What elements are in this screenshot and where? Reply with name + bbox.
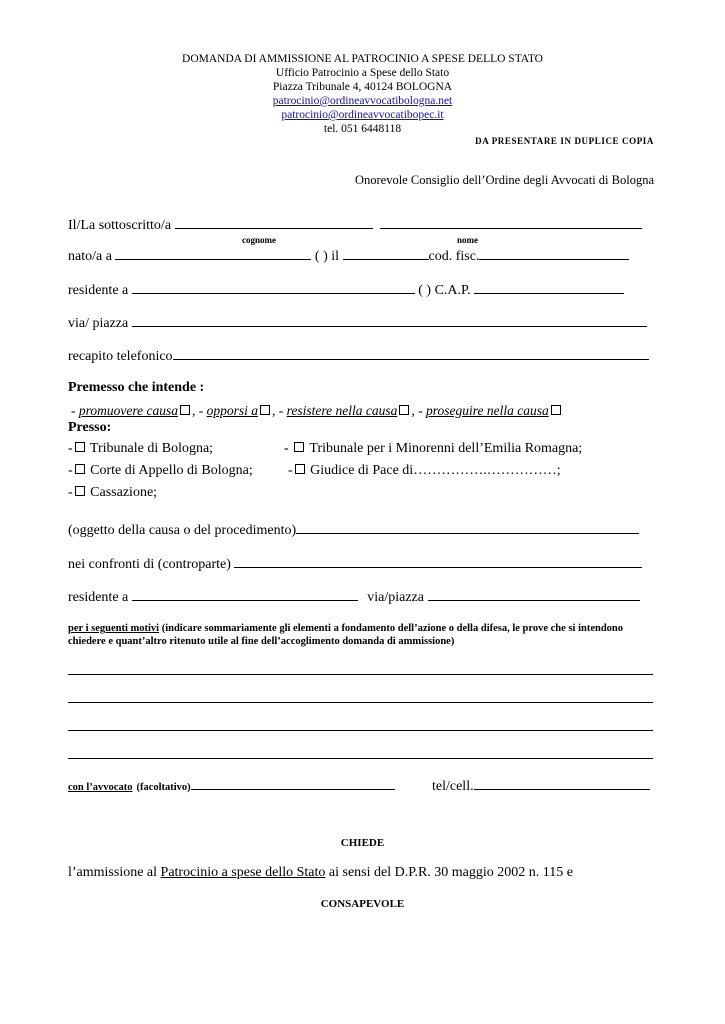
counterpart-row <box>68 555 642 573</box>
admission-sentence <box>68 865 573 881</box>
court-cassazione: - Cassazione; <box>68 485 158 500</box>
motives-line-1[interactable] <box>68 674 653 675</box>
nome-caption: nome <box>457 235 478 245</box>
court-tribunale-label: Tribunale di Bologna; <box>89 441 214 456</box>
cognome-caption: cognome <box>242 235 276 245</box>
office-phone: tel. 051 6448118 <box>323 123 402 135</box>
cp-street-label: via/piazza <box>367 590 424 605</box>
born-label: nato/a a <box>68 249 112 264</box>
recipient: Onorevole Consiglio dell’Ordine degli Avvocati di Bologna <box>354 173 654 187</box>
motives-line-2[interactable] <box>68 702 653 703</box>
email-link-1[interactable]: patrocinio@ordineavvocatibologna.net <box>272 95 453 107</box>
birth-province[interactable]: ( ) <box>314 249 328 264</box>
object-label: (oggetto della causa o del procedimento) <box>68 523 297 538</box>
intent-heading: Premesso che intende : <box>68 380 205 395</box>
presso-label: Presso: <box>68 420 112 435</box>
court-pace-label: Giudice di Pace di…………….……………; <box>310 463 561 478</box>
admission-prefix: l’ammissione al <box>68 865 158 880</box>
cp-residence-field[interactable] <box>132 588 358 601</box>
street-row <box>68 314 647 332</box>
option-promuovere: promuovere causa <box>78 403 178 418</box>
cp-residence-label: residente a <box>68 590 129 605</box>
checkbox-resistere[interactable] <box>399 405 409 415</box>
lawyer-field[interactable] <box>191 777 395 790</box>
checkbox-opporsi[interactable] <box>260 405 270 415</box>
checkbox-proseguire[interactable] <box>551 405 561 415</box>
checkbox-appello[interactable] <box>75 464 85 474</box>
court-appello: - Corte di Appello di Bologna; <box>68 463 253 478</box>
cap-field[interactable] <box>474 281 624 294</box>
checkbox-pace[interactable] <box>295 464 305 474</box>
undersigned-label: Il/La sottoscritto/a <box>68 218 172 233</box>
option-opporsi: opporsi a <box>206 403 258 418</box>
court-minorenni: - Tribunale per i Minorenni dell’Emilia Romagna; <box>284 441 583 456</box>
intent-options: - promuovere causa , - opporsi a , - resistere nella causa , - proseguire nella causa <box>71 403 563 419</box>
office-address: Piazza Tribunale 4, 40124 BOLOGNA <box>272 81 453 93</box>
residence-label: residente a <box>68 283 129 298</box>
lawyer-label: con l’avvocato <box>68 782 133 793</box>
lawyer-optional: (facoltativo) <box>136 782 191 793</box>
motives-block <box>68 622 660 648</box>
cp-street-field[interactable] <box>428 588 640 601</box>
undersigned-row <box>68 216 642 234</box>
counterpart-residence-row <box>68 588 640 606</box>
object-row <box>68 521 639 539</box>
consapevole-heading: CONSAPEVOLE <box>320 898 405 910</box>
office-name: Ufficio Patrocinio a Spese dello Stato <box>275 67 450 79</box>
court-pace: - Giudice di Pace di…………….……………; <box>288 463 561 478</box>
codfisc-field[interactable] <box>479 247 629 260</box>
counterpart-field[interactable] <box>234 555 642 568</box>
codfisc-label: cod. fisc. <box>428 249 480 264</box>
phone-row <box>68 347 649 365</box>
birthplace-field[interactable] <box>115 247 311 260</box>
residence-row <box>68 281 624 299</box>
motives-label: per i seguenti motivi <box>68 623 160 634</box>
street-field[interactable] <box>132 314 647 327</box>
cognome-field[interactable] <box>175 216 373 229</box>
object-field[interactable] <box>296 521 639 534</box>
checkbox-promuovere[interactable] <box>180 405 190 415</box>
form-title: DOMANDA DI AMMISSIONE AL PATROCINIO A SPESE DELLO STATO <box>182 53 543 65</box>
nome-field[interactable] <box>380 216 642 229</box>
telcell-label: tel/cell. <box>432 779 474 794</box>
cap-label: C.A.P. <box>434 283 471 298</box>
admission-link: Patrocinio a spese dello Stato <box>160 865 326 880</box>
court-appello-label: Corte di Appello di Bologna; <box>90 463 253 478</box>
residence-field[interactable] <box>132 281 415 294</box>
phone-label: recapito telefonico <box>68 349 173 364</box>
copies-note: DA PRESENTARE IN DUPLICE COPIA <box>475 136 654 146</box>
motives-detail-1: (indicare sommariamente gli elementi a fondamento dell’azione o della difesa, le prove che <box>161 623 566 634</box>
option-proseguire: proseguire nella causa <box>425 403 549 418</box>
checkbox-cassazione[interactable] <box>75 486 85 496</box>
lawyer-row <box>68 777 395 795</box>
checkbox-minorenni[interactable] <box>294 442 304 452</box>
residence-province[interactable]: ( ) <box>418 283 432 298</box>
motives-line-3[interactable] <box>68 730 653 731</box>
admission-suffix: ai sensi del D.P.R. 30 maggio 2002 n. 115 e <box>328 865 573 880</box>
telcell-row <box>432 777 650 795</box>
street-label: via/ piazza <box>68 316 129 331</box>
checkbox-tribunale[interactable] <box>75 442 85 452</box>
phone-field[interactable] <box>173 347 649 360</box>
court-cassazione-label: Cassazione; <box>90 485 158 500</box>
court-tribunale: - Tribunale di Bologna; <box>68 441 214 456</box>
option-resistere: resistere nella causa <box>286 403 398 418</box>
email-link-2[interactable]: patrocinio@ordineavvocatibopec.it <box>281 109 444 121</box>
il-label: il <box>331 249 340 264</box>
telcell-field[interactable] <box>474 777 650 790</box>
counterpart-label: nei confronti di (controparte) <box>68 557 231 572</box>
chiede-heading: CHIEDE <box>340 837 385 849</box>
motives-detail-2: si intendono chiedere e quant’altro ritenuto utile al fine dell’accoglimento domanda di ammissione) <box>68 623 623 647</box>
birthdate-field[interactable] <box>343 247 429 260</box>
court-minorenni-label: Tribunale per i Minorenni dell’Emilia Romagna; <box>309 441 583 456</box>
birth-row <box>68 247 629 265</box>
motives-line-4[interactable] <box>68 758 653 759</box>
